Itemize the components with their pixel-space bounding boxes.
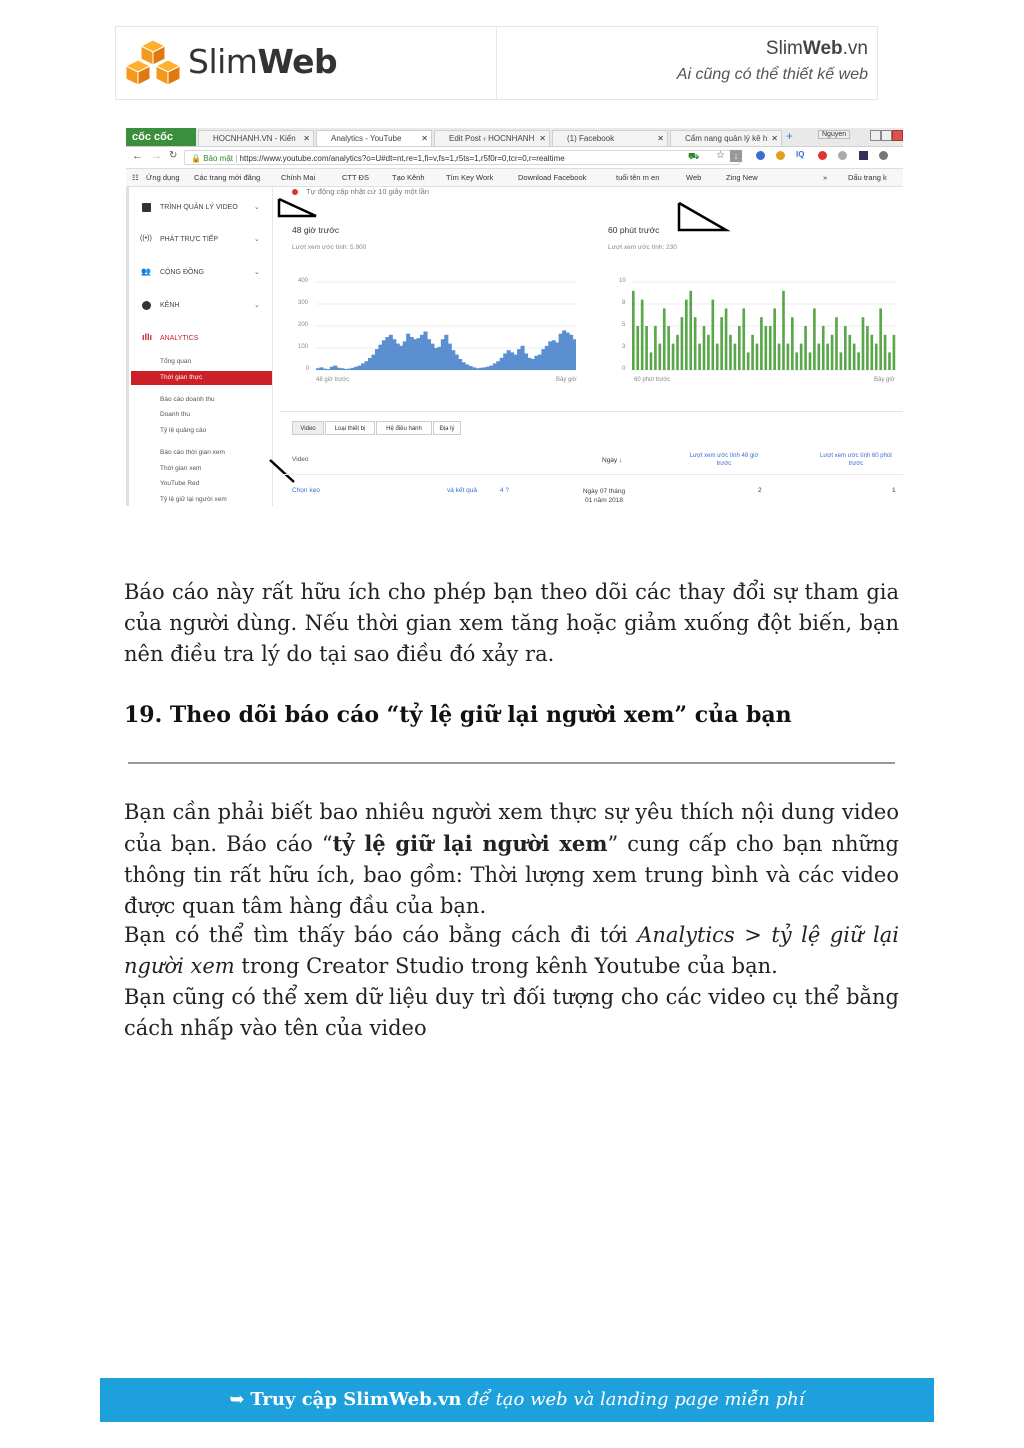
chart-bar	[493, 363, 497, 370]
logo-wordmark[interactable]: SlimWeb	[188, 42, 338, 81]
new-tab-icon[interactable]: +	[786, 129, 794, 143]
y-tick-label: 0	[306, 366, 310, 372]
chart-bar	[559, 334, 563, 370]
chart-bar	[698, 344, 701, 370]
extension-icon[interactable]	[859, 151, 868, 160]
filter-button-os[interactable]: Hệ điều hành	[376, 421, 432, 435]
chart-bar	[521, 346, 525, 370]
sidebar-item[interactable]: Tỷ lệ giữ lại người xem	[160, 496, 227, 503]
chart-bar	[330, 367, 334, 370]
x-axis-end-label: Bây giờ	[874, 377, 895, 383]
chart-bar	[636, 326, 639, 370]
browser-tab[interactable]: (1) Facebook ✕	[552, 130, 668, 146]
chart-bar	[809, 352, 812, 370]
browser-tab[interactable]: Edit Post ‹ HOCNHANH ✕	[434, 130, 550, 146]
chart-bar	[344, 369, 348, 370]
chart-bar	[420, 335, 424, 370]
chart-bar	[486, 367, 490, 370]
x-axis-end-label: Bây giờ	[556, 377, 577, 383]
chart-bar	[489, 366, 493, 370]
y-tick-label: 8	[622, 300, 626, 306]
table-cell-views-60m: 1	[892, 487, 896, 494]
browser-tab-active[interactable]: Analytics - YouTube ✕	[316, 130, 432, 146]
chart-bar	[538, 355, 542, 370]
chart-bar	[787, 344, 790, 370]
bookmark-more[interactable]: »	[823, 173, 828, 182]
chart-bar	[427, 339, 431, 370]
chart-bar	[751, 335, 754, 370]
chart-bar	[472, 367, 476, 370]
chart-bar	[375, 349, 379, 370]
section-heading: 19. Theo dõi báo cáo “tỷ lệ giữ lại người xem” của bạn	[124, 702, 792, 728]
chart-bar	[795, 352, 798, 370]
footer-text: để tạo web và landing page miễn phí	[461, 1389, 805, 1410]
bookmark-item[interactable]: CTT ĐS	[342, 173, 369, 182]
chart-bar	[800, 344, 803, 370]
paragraph: Báo cáo này rất hữu ích cho phép bạn theo dõi các thay đổi sự tham gia của người dùng. Nếu thời gian xem tăng hoặc giảm xuống đột biến, bạn nên điều tra lý do tại sao điều đó xảy ra.	[124, 580, 899, 666]
paragraph: Bạn có thể tìm thấy báo cáo bằng cách đi tới Analytics > tỷ lệ giữ lại người xem trong Creator Studio trong kênh Youtube của bạn.	[124, 923, 899, 978]
download-icon[interactable]: ↓	[730, 150, 742, 162]
sidebar-item-active[interactable]: Thời gian thực	[131, 371, 272, 385]
extension-icon[interactable]	[776, 151, 785, 160]
chart-bar	[403, 341, 407, 370]
lock-icon: 🔒	[191, 154, 201, 163]
chart-bar	[782, 291, 785, 370]
chart-60m	[632, 278, 897, 374]
chart-bar	[441, 339, 445, 370]
chart-bar	[410, 337, 414, 370]
table-cell-date: Ngày 07 tháng 01 năm 2018	[582, 488, 626, 504]
chart-bar	[716, 344, 719, 370]
chart-bar	[323, 369, 327, 370]
y-tick-label: 0	[622, 366, 626, 372]
chart-bar	[465, 365, 469, 371]
chevron-down-icon[interactable]: ⌄	[254, 204, 260, 211]
bookmark-item[interactable]: Dấu trang k	[848, 173, 887, 182]
chart-bar	[517, 349, 521, 370]
close-icon[interactable]: ✕	[421, 134, 428, 143]
table-cell-views-48h: 2	[758, 487, 762, 494]
chart-bar	[862, 317, 865, 370]
paragraph: Bạn cần phải biết bao nhiêu người xem thực sự yêu thích nội dung video của bạn. Báo cáo “tỷ lệ giữ lại người xem” cung cấp cho bạn những thông tin rất hữu ích, bao gồm: Thời lượng xem trung bình và các video được quan tâm hàng đầu của bạn.	[124, 800, 900, 918]
chart-bar	[853, 344, 856, 370]
chart-bar	[729, 335, 732, 370]
chart-bar	[663, 308, 666, 370]
table-cell-video-link[interactable]: Chọn kẹo	[292, 487, 320, 494]
x-axis-start-label: 48 giờ trước	[316, 377, 350, 383]
chevron-down-icon[interactable]: ⌄	[254, 302, 260, 309]
chart-bar	[552, 340, 556, 370]
chart-bar	[738, 326, 741, 370]
chart-bar	[760, 317, 763, 370]
chart-bar	[354, 367, 358, 370]
y-tick-label: 300	[298, 300, 309, 306]
extension-icon[interactable]	[818, 151, 827, 160]
chart-bar	[527, 358, 531, 370]
footer-banner[interactable]	[100, 1378, 934, 1422]
bookmark-item[interactable]: Download Facebook	[518, 173, 587, 182]
table-cell-video-title[interactable]: 4 ?	[500, 487, 510, 494]
extension-icon[interactable]	[838, 151, 847, 160]
chart-bar	[337, 368, 341, 370]
filter-button-geo[interactable]: Địa lý	[433, 421, 461, 435]
table-cell-video-title[interactable]: và kết quả	[447, 487, 477, 494]
chart-bar	[773, 308, 776, 370]
heading-rule	[128, 762, 895, 764]
chart-bar	[562, 330, 566, 370]
youtube-analytics-screenshot	[126, 128, 903, 506]
divider	[280, 474, 903, 475]
browser-brand: cốc cốc	[126, 128, 196, 146]
y-tick-label: 10	[619, 278, 626, 284]
chart-bar	[340, 368, 344, 370]
bookmark-item[interactable]: tuổi tên m en	[616, 173, 660, 182]
chart-bar	[524, 354, 528, 371]
chart-bar	[358, 366, 362, 370]
sidebar-item[interactable]: Tổng quan	[160, 358, 192, 365]
paragraph: Bạn cũng có thể xem dữ liệu duy trì đối tượng cho các video cụ thể bằng cách nhấp vào tên của video	[124, 985, 899, 1040]
chart-bar	[884, 335, 887, 370]
url-input[interactable]: 🔒 Bảo mật | https://www.youtube.com/analytics?o=U#dt=nt,re=1,fi=v,fs=1,r5ts=1,r5f0r=0,tcr=0,r=realtime	[184, 150, 740, 165]
chart-bar	[566, 333, 570, 370]
chart-bar	[747, 352, 750, 370]
chart-48h	[316, 278, 576, 374]
chart-bar	[479, 368, 483, 370]
chart-bar	[879, 308, 882, 370]
y-tick-label: 200	[298, 322, 309, 328]
community-icon: 👥	[141, 267, 151, 276]
table-header-views-60m[interactable]: Lượt xem ước tính 60 phút trước	[820, 453, 892, 467]
chart-bar	[500, 358, 504, 370]
header-tagline: Ai cũng có thể thiết kế web	[676, 66, 868, 83]
chart-bar	[641, 300, 644, 370]
chart-bar	[694, 317, 697, 370]
chart-bar	[689, 291, 692, 370]
forward-icon[interactable]: →	[151, 150, 162, 162]
chart-bar	[871, 335, 874, 370]
close-icon[interactable]: ✕	[303, 134, 310, 143]
sidebar-edge	[126, 187, 129, 506]
table-header-date[interactable]: Ngày ↓	[602, 457, 623, 464]
chart-bar	[835, 317, 838, 370]
annotation-triangle	[676, 200, 736, 234]
bookmark-item[interactable]: Web	[686, 173, 702, 182]
sidebar-section[interactable]: PHÁT TRỰC TIẾP	[160, 236, 219, 243]
chart-bar	[866, 326, 869, 370]
sidebar-item[interactable]: Thời gian xem	[160, 465, 202, 472]
chart-bar	[573, 339, 576, 370]
chart-bar	[458, 359, 462, 370]
divider	[280, 411, 903, 412]
chart-bar	[826, 344, 829, 370]
panel-subtitle: Lượt xem ước tính: 5.900	[292, 244, 367, 251]
chart-bar	[840, 352, 843, 370]
chart-bar	[351, 368, 355, 370]
sidebar-item[interactable]: Báo cáo thời gian xem	[160, 449, 225, 456]
chart-bar	[632, 291, 635, 370]
chart-bar	[645, 326, 648, 370]
sidebar-item[interactable]: YouTube Red	[160, 480, 200, 487]
sidebar-section[interactable]: ANALYTICS	[160, 335, 199, 342]
chart-bar	[822, 326, 825, 370]
chart-bar	[875, 344, 878, 370]
bookmark-item[interactable]: Tạo Kênh	[392, 173, 425, 182]
chart-bar	[365, 361, 369, 370]
arrow-down-icon: ↓	[619, 457, 623, 464]
chart-bar	[455, 355, 459, 370]
sidebar-item[interactable]: Báo cáo doanh thu	[160, 396, 215, 403]
chart-bar	[672, 344, 675, 370]
y-tick-label: 100	[298, 344, 309, 350]
chart-bar	[462, 362, 466, 370]
live-dot-icon	[292, 189, 298, 195]
live-icon: ((•))	[140, 235, 152, 242]
chart-bar	[541, 349, 545, 370]
window-user: Nguyen	[818, 130, 850, 139]
panel-subtitle: Lượt xem ước tính: 230	[608, 244, 677, 251]
reload-icon[interactable]: ↻	[169, 150, 178, 161]
chart-bar	[569, 335, 573, 370]
chart-bar	[756, 344, 759, 370]
chart-bar	[396, 344, 400, 370]
chart-bar	[659, 344, 662, 370]
chart-bar	[712, 300, 715, 370]
chart-bar	[848, 335, 851, 370]
x-axis-start-label: 60 phút trước	[634, 377, 671, 383]
close-icon[interactable]: ✕	[657, 134, 664, 143]
chart-bar	[423, 332, 427, 371]
close-icon[interactable]: ✕	[539, 134, 546, 143]
chart-bar	[510, 352, 514, 370]
address-bar	[126, 147, 903, 169]
chart-bar	[451, 350, 455, 370]
sidebar-section[interactable]: TRÌNH QUẢN LÝ VIDEO	[160, 204, 238, 211]
chart-bar	[507, 350, 511, 370]
chart-bar	[417, 338, 421, 370]
chart-bar	[469, 366, 473, 370]
site-name: SlimWeb.vn	[765, 38, 868, 59]
chart-bar	[725, 308, 728, 370]
chevron-down-icon[interactable]: ⌄	[254, 236, 260, 243]
panel-title: 48 giờ trước	[292, 225, 340, 235]
chart-bar	[893, 335, 896, 370]
chart-bar	[703, 326, 706, 370]
chart-bar	[831, 335, 834, 370]
bookmark-item[interactable]: Ứng dụng	[146, 173, 180, 182]
chart-bar	[326, 369, 330, 370]
bookmark-item[interactable]: Chính Mai	[281, 173, 316, 182]
apps-icon[interactable]: ☷	[132, 173, 139, 182]
chart-bar	[437, 347, 441, 370]
chart-bar	[399, 346, 403, 370]
chart-bar	[514, 355, 518, 370]
menu-icon[interactable]	[879, 151, 888, 160]
annotation-triangle	[276, 196, 326, 222]
chart-bar	[707, 335, 710, 370]
chart-bar	[857, 352, 860, 370]
sidebar-section[interactable]: CỘNG ĐỒNG	[160, 269, 204, 276]
footer-link[interactable]: Truy cập SlimWeb.vn	[250, 1389, 462, 1410]
filter-button-device[interactable]: Loại thiết bị	[325, 421, 375, 435]
close-icon[interactable]: ✕	[771, 134, 778, 143]
sidebar-section[interactable]: KÊNH	[160, 302, 180, 309]
chart-bar	[804, 326, 807, 370]
bookmark-item[interactable]: Tìm Key Work	[446, 173, 494, 182]
chart-bar	[319, 367, 323, 370]
chart-bar	[378, 345, 382, 370]
chart-bar	[503, 354, 507, 371]
slimweb-logo-icon	[124, 38, 182, 88]
chart-bar	[392, 339, 396, 370]
sidebar-item[interactable]: Tỷ lệ quảng cáo	[160, 427, 207, 434]
iq-icon[interactable]: IQ	[796, 150, 805, 159]
chart-bar	[368, 358, 372, 370]
chart-bar	[778, 344, 781, 370]
star-icon[interactable]: ☆	[716, 150, 725, 161]
chart-bar	[385, 337, 389, 370]
chart-bar	[430, 344, 434, 370]
chart-bar	[371, 355, 375, 370]
bookmark-item[interactable]: Các trang mới đăng	[194, 173, 261, 182]
chart-bar	[791, 317, 794, 370]
bookmark-item[interactable]: Zing New	[726, 173, 758, 182]
table-header-video[interactable]: Video	[292, 456, 309, 463]
video-manager-icon	[142, 203, 151, 212]
chart-bar	[347, 369, 351, 370]
browser-tab[interactable]: HOCNHANH.VN - Kiến ✕	[198, 130, 314, 146]
chart-bar	[316, 368, 320, 370]
chart-bar	[555, 343, 559, 371]
chart-bar	[482, 367, 486, 370]
chart-bar	[765, 326, 768, 370]
extension-icon[interactable]	[756, 151, 765, 160]
chart-bar	[545, 346, 549, 370]
chart-bar	[685, 300, 688, 370]
chart-bar	[496, 361, 500, 370]
chart-bar	[333, 366, 337, 370]
realtime-note: Tự động cập nhật cứ 10 giây một lần	[306, 187, 430, 196]
chart-bar	[769, 326, 772, 370]
chart-bar	[676, 335, 679, 370]
chart-bar	[413, 339, 417, 370]
filter-button-video[interactable]: Video	[292, 421, 324, 435]
window-controls[interactable]	[870, 130, 900, 141]
chart-bar	[734, 344, 737, 370]
extension-icon[interactable]: ⛟	[688, 151, 700, 161]
channel-icon	[142, 301, 151, 310]
chart-bar	[720, 317, 723, 370]
chart-bar	[654, 326, 657, 370]
y-tick-label: 3	[622, 344, 626, 350]
chart-bar	[888, 352, 891, 370]
back-icon[interactable]: ←	[132, 150, 143, 162]
chart-bar	[742, 308, 745, 370]
share-arrow-icon: ➥	[229, 1389, 245, 1410]
y-tick-label: 400	[298, 278, 309, 284]
chart-bar	[818, 344, 821, 370]
chart-bar	[382, 340, 386, 370]
chart-bar	[650, 352, 653, 370]
chart-bar	[813, 308, 816, 370]
chart-bar	[667, 326, 670, 370]
panel-title: 60 phút trước	[608, 225, 660, 235]
sidebar-item[interactable]: Doanh thu	[160, 411, 190, 418]
chevron-down-icon[interactable]: ⌄	[254, 269, 260, 276]
table-header-views-48h[interactable]: Lượt xem ước tính 48 giờ trước	[689, 453, 759, 467]
chart-bar	[534, 356, 538, 370]
chart-bar	[844, 326, 847, 370]
chart-bar	[434, 348, 438, 370]
browser-tab[interactable]: Cẩm nang quản lý kê h ✕	[670, 130, 782, 146]
chart-bar	[531, 359, 535, 370]
chart-bar	[448, 344, 452, 370]
chart-bar	[681, 317, 684, 370]
studio-sidebar	[126, 187, 273, 506]
chart-bar	[389, 335, 393, 370]
chart-bar	[444, 335, 448, 370]
chart-bar	[406, 334, 410, 370]
analytics-icon: ıllı	[142, 332, 153, 342]
chart-bar	[548, 341, 552, 370]
header-divider	[496, 27, 497, 99]
bookmarks-bar	[126, 169, 903, 187]
y-tick-label: 5	[622, 322, 626, 328]
chart-bar	[361, 363, 365, 370]
chart-bar	[475, 368, 479, 370]
